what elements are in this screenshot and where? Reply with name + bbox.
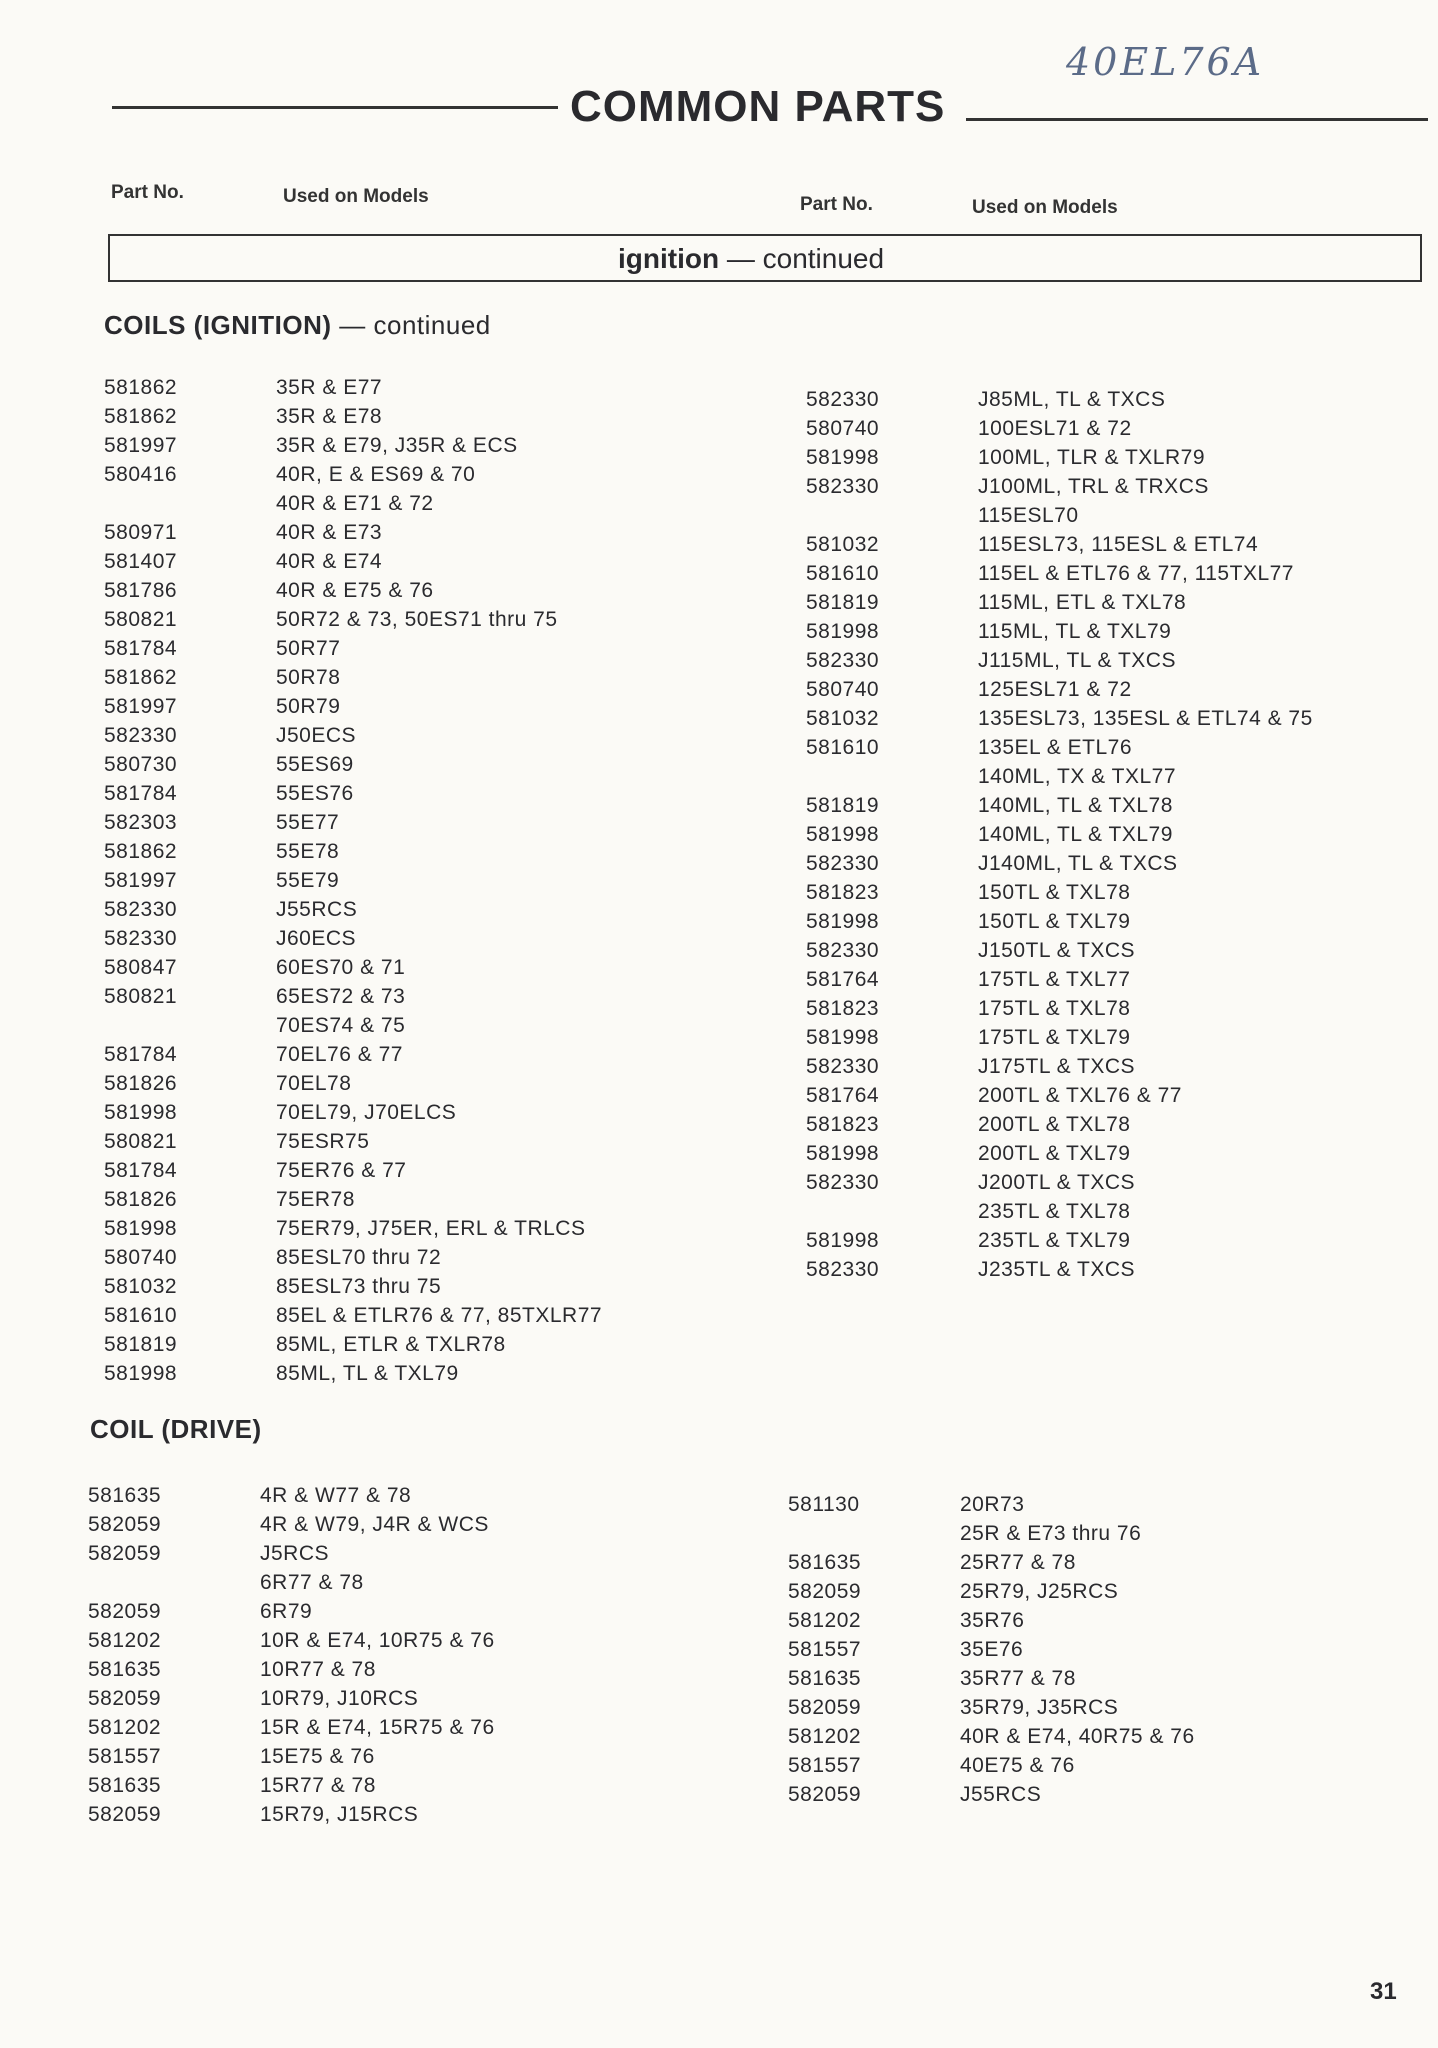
part-number: 581764 bbox=[806, 1084, 880, 1107]
table-row bbox=[788, 1780, 1348, 1809]
used-on-models: 235TL & TXL78 bbox=[978, 1200, 1131, 1223]
part-number: 581998 bbox=[806, 1229, 880, 1252]
table-row bbox=[806, 1168, 1366, 1197]
table-row bbox=[788, 1606, 1348, 1635]
part-number: 582330 bbox=[806, 475, 880, 498]
used-on-models: 15R77 & 78 bbox=[260, 1774, 376, 1797]
table-row bbox=[88, 1597, 648, 1626]
used-on-models: 15E75 & 76 bbox=[260, 1745, 375, 1768]
part-number: 581826 bbox=[104, 1072, 178, 1095]
part-number: 582330 bbox=[104, 898, 178, 921]
table-row bbox=[806, 617, 1366, 646]
table-row bbox=[88, 1568, 648, 1597]
part-number: 580740 bbox=[104, 1246, 178, 1269]
used-on-models: 135EL & ETL76 bbox=[978, 736, 1132, 759]
part-number: 581998 bbox=[806, 910, 880, 933]
part-number: 581998 bbox=[806, 823, 880, 846]
used-on-models: 175TL & TXL78 bbox=[978, 997, 1131, 1020]
used-on-models: 175TL & TXL79 bbox=[978, 1026, 1131, 1049]
table-row bbox=[806, 1226, 1366, 1255]
part-number: 581032 bbox=[806, 533, 880, 556]
part-number: 581610 bbox=[104, 1304, 178, 1327]
used-on-models: 55E78 bbox=[276, 840, 340, 863]
used-on-models: J140ML, TL & TXCS bbox=[978, 852, 1178, 875]
used-on-models: 50R77 bbox=[276, 637, 341, 660]
part-number: 581202 bbox=[88, 1629, 162, 1652]
used-on-models: 75ER78 bbox=[276, 1188, 355, 1211]
used-on-models: 6R79 bbox=[260, 1600, 313, 1623]
used-on-models: J235TL & TXCS bbox=[978, 1258, 1136, 1281]
table-row bbox=[806, 443, 1366, 472]
table-row bbox=[88, 1771, 648, 1800]
table-row bbox=[788, 1635, 1348, 1664]
used-on-models: 20R73 bbox=[960, 1493, 1025, 1516]
part-number: 581202 bbox=[88, 1716, 162, 1739]
part-number: 581997 bbox=[104, 434, 178, 457]
used-on-models: J5RCS bbox=[260, 1542, 330, 1565]
table-row bbox=[104, 808, 664, 837]
part-number: 582059 bbox=[88, 1803, 162, 1826]
part-number: 582059 bbox=[788, 1696, 862, 1719]
used-on-models: J60ECS bbox=[276, 927, 357, 950]
table-row bbox=[806, 1139, 1366, 1168]
part-number: 582059 bbox=[88, 1600, 162, 1623]
used-on-models: 35R & E78 bbox=[276, 405, 383, 428]
used-on-models: 200TL & TXL79 bbox=[978, 1142, 1131, 1165]
part-number: 582059 bbox=[88, 1687, 162, 1710]
part-number: 581407 bbox=[104, 550, 178, 573]
part-number: 580971 bbox=[104, 521, 178, 544]
table-row bbox=[788, 1490, 1348, 1519]
title-rule-right bbox=[966, 118, 1428, 121]
part-number: 581635 bbox=[88, 1658, 162, 1681]
coils-ignition-heading-cont: — continued bbox=[331, 310, 491, 340]
part-number: 581862 bbox=[104, 840, 178, 863]
used-on-models: 85ESL73 thru 75 bbox=[276, 1275, 442, 1298]
part-number: 581610 bbox=[806, 562, 880, 585]
table-row bbox=[806, 1052, 1366, 1081]
part-number: 581784 bbox=[104, 1159, 178, 1182]
table-row bbox=[806, 1081, 1366, 1110]
part-number: 581998 bbox=[104, 1362, 178, 1385]
header-part-no-right: Part No. bbox=[800, 194, 873, 215]
table-row bbox=[104, 1040, 664, 1069]
part-number: 581997 bbox=[104, 869, 178, 892]
table-row bbox=[806, 472, 1366, 501]
used-on-models: 40R, E & ES69 & 70 bbox=[276, 463, 476, 486]
table-row bbox=[806, 530, 1366, 559]
part-number: 581998 bbox=[806, 446, 880, 469]
used-on-models: 40E75 & 76 bbox=[960, 1754, 1075, 1777]
table-row bbox=[806, 385, 1366, 414]
page-title: COMMON PARTS bbox=[570, 82, 946, 131]
table-row bbox=[806, 791, 1366, 820]
banner-bold: ignition bbox=[618, 243, 720, 274]
table-row bbox=[806, 414, 1366, 443]
used-on-models: 150TL & TXL78 bbox=[978, 881, 1131, 904]
part-number: 582330 bbox=[104, 724, 178, 747]
coils-ignition-left-list bbox=[104, 373, 664, 1388]
table-row bbox=[806, 704, 1366, 733]
used-on-models: 140ML, TX & TXL77 bbox=[978, 765, 1177, 788]
table-row bbox=[88, 1742, 648, 1771]
table-row bbox=[788, 1751, 1348, 1780]
used-on-models: 6R77 & 78 bbox=[260, 1571, 364, 1594]
table-row bbox=[788, 1519, 1348, 1548]
table-row bbox=[88, 1539, 648, 1568]
used-on-models: 115ESL73, 115ESL & ETL74 bbox=[978, 533, 1259, 556]
table-row bbox=[806, 501, 1366, 530]
part-number: 582059 bbox=[788, 1783, 862, 1806]
used-on-models: 75ER79, J75ER, ERL & TRLCS bbox=[276, 1217, 586, 1240]
table-row bbox=[88, 1481, 648, 1510]
used-on-models: 65ES72 & 73 bbox=[276, 985, 406, 1008]
table-row bbox=[806, 733, 1366, 762]
used-on-models: 140ML, TL & TXL78 bbox=[978, 794, 1173, 817]
table-row bbox=[788, 1664, 1348, 1693]
table-row bbox=[104, 634, 664, 663]
used-on-models: 35R76 bbox=[960, 1609, 1025, 1632]
coils-ignition-heading-text: COILS (IGNITION) bbox=[104, 310, 332, 340]
used-on-models: 235TL & TXL79 bbox=[978, 1229, 1131, 1252]
table-row bbox=[104, 489, 664, 518]
used-on-models: 70EL76 & 77 bbox=[276, 1043, 403, 1066]
table-row bbox=[88, 1684, 648, 1713]
table-row bbox=[104, 431, 664, 460]
table-row bbox=[806, 1023, 1366, 1052]
part-number: 581635 bbox=[88, 1774, 162, 1797]
table-row bbox=[104, 1098, 664, 1127]
part-number: 581998 bbox=[104, 1217, 178, 1240]
part-number: 581998 bbox=[806, 1142, 880, 1165]
part-number: 582303 bbox=[104, 811, 178, 834]
part-number: 581823 bbox=[806, 997, 880, 1020]
used-on-models: 85ML, ETLR & TXLR78 bbox=[276, 1333, 506, 1356]
used-on-models: 40R & E74 bbox=[276, 550, 383, 573]
part-number: 581826 bbox=[104, 1188, 178, 1211]
part-number: 581784 bbox=[104, 782, 178, 805]
table-row bbox=[104, 460, 664, 489]
table-row bbox=[806, 849, 1366, 878]
part-number: 581557 bbox=[788, 1638, 862, 1661]
table-row bbox=[104, 895, 664, 924]
used-on-models: 35R79, J35RCS bbox=[960, 1696, 1119, 1719]
part-number: 581557 bbox=[788, 1754, 862, 1777]
used-on-models: 175TL & TXL77 bbox=[978, 968, 1131, 991]
table-row bbox=[104, 750, 664, 779]
used-on-models: 75ER76 & 77 bbox=[276, 1159, 407, 1182]
coil-drive-heading: COIL (DRIVE) bbox=[90, 1414, 262, 1444]
part-number: 580821 bbox=[104, 608, 178, 631]
part-number: 580847 bbox=[104, 956, 178, 979]
table-row bbox=[104, 1359, 664, 1388]
table-row bbox=[806, 820, 1366, 849]
part-number: 581823 bbox=[806, 881, 880, 904]
handwritten-annotation: 40EL76A bbox=[1066, 40, 1265, 84]
table-row bbox=[104, 373, 664, 402]
used-on-models: 50R78 bbox=[276, 666, 341, 689]
part-number: 580740 bbox=[806, 417, 880, 440]
table-row bbox=[104, 982, 664, 1011]
part-number: 581786 bbox=[104, 579, 178, 602]
table-row bbox=[104, 1185, 664, 1214]
table-row bbox=[104, 663, 664, 692]
table-row bbox=[788, 1577, 1348, 1606]
used-on-models: 200TL & TXL76 & 77 bbox=[978, 1084, 1182, 1107]
part-number: 580416 bbox=[104, 463, 178, 486]
coils-ignition-right-list bbox=[806, 385, 1366, 1284]
used-on-models: 50R72 & 73, 50ES71 thru 75 bbox=[276, 608, 558, 631]
table-row bbox=[104, 1214, 664, 1243]
part-number: 582330 bbox=[806, 1055, 880, 1078]
used-on-models: J175TL & TXCS bbox=[978, 1055, 1136, 1078]
used-on-models: 115ML, TL & TXL79 bbox=[978, 620, 1172, 643]
part-number: 581784 bbox=[104, 1043, 178, 1066]
used-on-models: 55E77 bbox=[276, 811, 340, 834]
table-row bbox=[88, 1510, 648, 1539]
title-rule-left bbox=[112, 106, 558, 109]
used-on-models: 55E79 bbox=[276, 869, 340, 892]
part-number: 582330 bbox=[104, 927, 178, 950]
used-on-models: 70EL78 bbox=[276, 1072, 352, 1095]
table-row bbox=[788, 1693, 1348, 1722]
table-row bbox=[806, 907, 1366, 936]
part-number: 581610 bbox=[806, 736, 880, 759]
table-row bbox=[788, 1722, 1348, 1751]
used-on-models: 150TL & TXL79 bbox=[978, 910, 1131, 933]
table-row bbox=[806, 1110, 1366, 1139]
used-on-models: 25R77 & 78 bbox=[960, 1551, 1076, 1574]
table-row bbox=[104, 837, 664, 866]
part-number: 581764 bbox=[806, 968, 880, 991]
part-number: 581635 bbox=[788, 1667, 862, 1690]
used-on-models: 35R & E79, J35R & ECS bbox=[276, 434, 518, 457]
page-number: 31 bbox=[1370, 1978, 1397, 2005]
used-on-models: 100ESL71 & 72 bbox=[978, 417, 1132, 440]
used-on-models: J115ML, TL & TXCS bbox=[978, 649, 1176, 672]
table-row bbox=[104, 721, 664, 750]
coil-drive-right-list bbox=[788, 1490, 1348, 1809]
table-row bbox=[104, 924, 664, 953]
table-row bbox=[104, 518, 664, 547]
part-number: 581202 bbox=[788, 1725, 862, 1748]
part-number: 580740 bbox=[806, 678, 880, 701]
used-on-models: 55ES69 bbox=[276, 753, 354, 776]
header-used-on-left: Used on Models bbox=[283, 186, 429, 207]
coil-drive-left-list bbox=[88, 1481, 648, 1829]
part-number: 581784 bbox=[104, 637, 178, 660]
part-number: 581823 bbox=[806, 1113, 880, 1136]
used-on-models: 15R79, J15RCS bbox=[260, 1803, 419, 1826]
table-row bbox=[104, 1243, 664, 1272]
part-number: 582330 bbox=[806, 1258, 880, 1281]
part-number: 581635 bbox=[88, 1484, 162, 1507]
used-on-models: 40R & E71 & 72 bbox=[276, 492, 434, 515]
table-row bbox=[88, 1713, 648, 1742]
part-number: 582330 bbox=[806, 852, 880, 875]
table-row bbox=[88, 1626, 648, 1655]
table-row bbox=[806, 965, 1366, 994]
used-on-models: 115EL & ETL76 & 77, 115TXL77 bbox=[978, 562, 1294, 585]
table-row bbox=[104, 605, 664, 634]
table-row bbox=[104, 1156, 664, 1185]
used-on-models: 70EL79, J70ELCS bbox=[276, 1101, 457, 1124]
part-number: 581032 bbox=[104, 1275, 178, 1298]
table-row bbox=[806, 646, 1366, 675]
part-number: 580730 bbox=[104, 753, 178, 776]
part-number: 582059 bbox=[88, 1513, 162, 1536]
used-on-models: 40R & E75 & 76 bbox=[276, 579, 434, 602]
table-row bbox=[104, 1301, 664, 1330]
header-used-on-right: Used on Models bbox=[972, 197, 1118, 218]
used-on-models: 35R & E77 bbox=[276, 376, 383, 399]
used-on-models: 100ML, TLR & TXLR79 bbox=[978, 446, 1206, 469]
part-number: 582330 bbox=[806, 388, 880, 411]
part-number: 581997 bbox=[104, 695, 178, 718]
table-row bbox=[806, 762, 1366, 791]
part-number: 581998 bbox=[806, 620, 880, 643]
part-number: 582330 bbox=[806, 1171, 880, 1194]
used-on-models: 75ESR75 bbox=[276, 1130, 370, 1153]
used-on-models: 40R & E73 bbox=[276, 521, 383, 544]
table-row bbox=[788, 1548, 1348, 1577]
used-on-models: 15R & E74, 15R75 & 76 bbox=[260, 1716, 495, 1739]
used-on-models: J85ML, TL & TXCS bbox=[978, 388, 1166, 411]
table-row bbox=[806, 1255, 1366, 1284]
used-on-models: 10R77 & 78 bbox=[260, 1658, 376, 1681]
used-on-models: 60ES70 & 71 bbox=[276, 956, 406, 979]
used-on-models: 140ML, TL & TXL79 bbox=[978, 823, 1173, 846]
table-row bbox=[104, 866, 664, 895]
used-on-models: 115ML, ETL & TXL78 bbox=[978, 591, 1187, 614]
part-number: 581202 bbox=[788, 1609, 862, 1632]
used-on-models: J55RCS bbox=[276, 898, 358, 921]
part-number: 581819 bbox=[104, 1333, 178, 1356]
table-row bbox=[104, 576, 664, 605]
used-on-models: 115ESL70 bbox=[978, 504, 1079, 527]
table-row bbox=[104, 1272, 664, 1301]
banner-rest: — continued bbox=[719, 243, 885, 274]
used-on-models: 10R79, J10RCS bbox=[260, 1687, 419, 1710]
table-row bbox=[806, 994, 1366, 1023]
table-row bbox=[104, 547, 664, 576]
table-row bbox=[806, 936, 1366, 965]
part-number: 581862 bbox=[104, 376, 178, 399]
table-row bbox=[104, 692, 664, 721]
table-row bbox=[104, 1011, 664, 1040]
used-on-models: 35R77 & 78 bbox=[960, 1667, 1076, 1690]
used-on-models: 35E76 bbox=[960, 1638, 1024, 1661]
table-row bbox=[806, 588, 1366, 617]
section-banner-text bbox=[618, 243, 884, 275]
table-row bbox=[104, 1069, 664, 1098]
part-number: 582330 bbox=[806, 649, 880, 672]
part-number: 582059 bbox=[788, 1580, 862, 1603]
table-row bbox=[104, 402, 664, 431]
table-row bbox=[104, 1330, 664, 1359]
part-number: 581130 bbox=[788, 1493, 860, 1516]
used-on-models: 200TL & TXL78 bbox=[978, 1113, 1131, 1136]
used-on-models: 25R79, J25RCS bbox=[960, 1580, 1119, 1603]
used-on-models: 55ES76 bbox=[276, 782, 354, 805]
part-number: 581557 bbox=[88, 1745, 162, 1768]
table-row bbox=[104, 779, 664, 808]
table-row bbox=[104, 953, 664, 982]
part-number: 581998 bbox=[806, 1026, 880, 1049]
used-on-models: J50ECS bbox=[276, 724, 357, 747]
table-row bbox=[806, 559, 1366, 588]
part-number: 581032 bbox=[806, 707, 880, 730]
used-on-models: 4R & W79, J4R & WCS bbox=[260, 1513, 489, 1536]
coils-ignition-heading bbox=[104, 310, 491, 341]
part-number: 580821 bbox=[104, 985, 178, 1008]
used-on-models: 125ESL71 & 72 bbox=[978, 678, 1132, 701]
used-on-models: 50R79 bbox=[276, 695, 341, 718]
table-row bbox=[88, 1800, 648, 1829]
used-on-models: 85EL & ETLR76 & 77, 85TXLR77 bbox=[276, 1304, 603, 1327]
used-on-models: 70ES74 & 75 bbox=[276, 1014, 406, 1037]
part-number: 581862 bbox=[104, 405, 178, 428]
part-number: 580821 bbox=[104, 1130, 178, 1153]
part-number: 582059 bbox=[88, 1542, 162, 1565]
used-on-models: J55RCS bbox=[960, 1783, 1042, 1806]
part-number: 581819 bbox=[806, 591, 880, 614]
used-on-models: J150TL & TXCS bbox=[978, 939, 1136, 962]
used-on-models: J200TL & TXCS bbox=[978, 1171, 1136, 1194]
part-number: 581635 bbox=[788, 1551, 862, 1574]
table-row bbox=[806, 878, 1366, 907]
table-row bbox=[88, 1655, 648, 1684]
used-on-models: 85ML, TL & TXL79 bbox=[276, 1362, 459, 1385]
header-part-no-left: Part No. bbox=[111, 182, 184, 203]
table-row bbox=[104, 1127, 664, 1156]
used-on-models: 25R & E73 thru 76 bbox=[960, 1522, 1142, 1545]
used-on-models: J100ML, TRL & TRXCS bbox=[978, 475, 1209, 498]
part-number: 581862 bbox=[104, 666, 178, 689]
used-on-models: 85ESL70 thru 72 bbox=[276, 1246, 442, 1269]
used-on-models: 40R & E74, 40R75 & 76 bbox=[960, 1725, 1195, 1748]
table-row bbox=[806, 675, 1366, 704]
used-on-models: 4R & W77 & 78 bbox=[260, 1484, 412, 1507]
used-on-models: 135ESL73, 135ESL & ETL74 & 75 bbox=[978, 707, 1313, 730]
used-on-models: 10R & E74, 10R75 & 76 bbox=[260, 1629, 495, 1652]
table-row bbox=[806, 1197, 1366, 1226]
part-number: 581819 bbox=[806, 794, 880, 817]
part-number: 581998 bbox=[104, 1101, 178, 1124]
part-number: 582330 bbox=[806, 939, 880, 962]
